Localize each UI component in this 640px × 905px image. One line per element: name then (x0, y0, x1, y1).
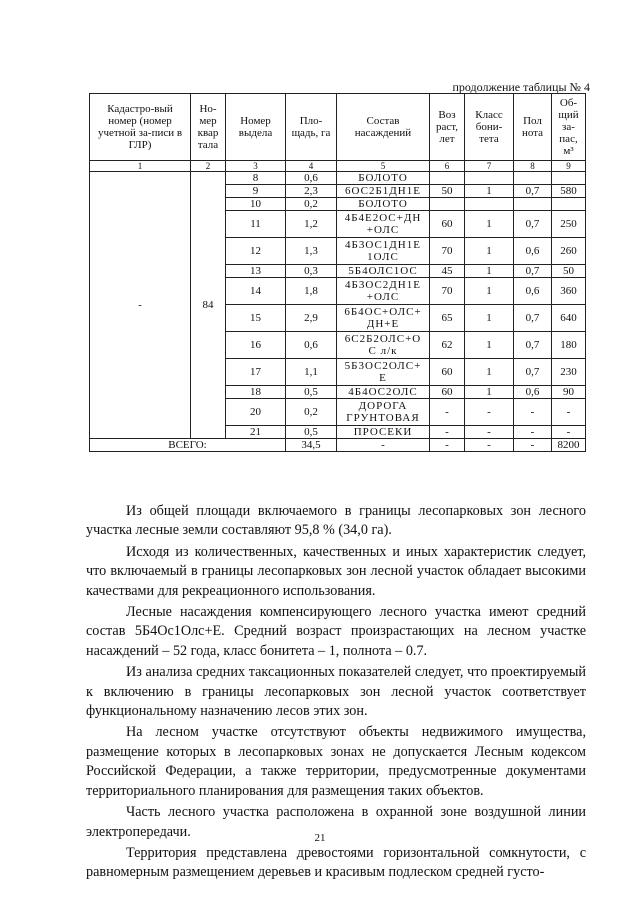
age-cell: 62 (430, 332, 465, 359)
composition-cell: 6С2Б2ОЛС+О С л/к (337, 332, 430, 359)
vydel-cell: 13 (226, 265, 286, 278)
header-cadastral: Кадастро-вый номер (номер учетной за-писи в ГЛР) (90, 94, 191, 161)
col-num: 7 (465, 161, 514, 172)
zapas-cell: 580 (552, 185, 586, 198)
header-zapas: Об-щий за-пас, м³ (552, 94, 586, 161)
bonitet-cell: 1 (465, 305, 514, 332)
zapas-cell: 50 (552, 265, 586, 278)
area-cell: 2,9 (286, 305, 337, 332)
area-cell: 1,3 (286, 238, 337, 265)
header-row (90, 94, 586, 161)
age-cell: 60 (430, 211, 465, 238)
composition-cell: 4Б4ОС2ОЛС (337, 386, 430, 399)
zapas-cell: 360 (552, 278, 586, 305)
composition-cell: 4Б3ОС1ДН1Е 1ОЛС (337, 238, 430, 265)
total-bonitet: - (465, 439, 514, 452)
header-kvartal: Но-мер квар тала (191, 94, 226, 161)
vydel-cell: 8 (226, 172, 286, 185)
vydel-cell: 14 (226, 278, 286, 305)
age-cell: 60 (430, 386, 465, 399)
age-cell (430, 172, 465, 185)
composition-cell: БОЛОТО (337, 198, 430, 211)
polnota-cell: 0,7 (514, 211, 552, 238)
polnota-cell: - (514, 426, 552, 439)
header-area: Пло-щадь, га (286, 94, 337, 161)
age-cell (430, 198, 465, 211)
paragraph: Из общей площади включаемого в границы лесопарковых зон лесного участка лесные земли составляют 95,8 % (34,0 га). (86, 503, 586, 539)
area-cell: 2,3 (286, 185, 337, 198)
area-cell: 0,5 (286, 386, 337, 399)
area-cell: 0,2 (286, 198, 337, 211)
page-number: 21 (314, 832, 326, 844)
zapas-cell: - (552, 399, 586, 426)
polnota-cell: 0,7 (514, 305, 552, 332)
vydel-cell: 21 (226, 426, 286, 439)
cadastral-cell: - (90, 172, 191, 439)
area-cell: 0,3 (286, 265, 337, 278)
area-cell: 0,6 (286, 172, 337, 185)
col-num: 9 (552, 161, 586, 172)
column-numbers-row (90, 161, 586, 172)
vydel-cell: 9 (226, 185, 286, 198)
zapas-cell (552, 198, 586, 211)
table-caption: продолжение таблицы № 4 (452, 80, 590, 94)
zapas-cell: 260 (552, 238, 586, 265)
bonitet-cell (465, 172, 514, 185)
col-num: 4 (286, 161, 337, 172)
header-age: Воз раст, лет (430, 94, 465, 161)
composition-cell: ПРОСЕКИ (337, 426, 430, 439)
bonitet-cell: - (465, 399, 514, 426)
polnota-cell: 0,6 (514, 278, 552, 305)
age-cell: 45 (430, 265, 465, 278)
vydel-cell: 10 (226, 198, 286, 211)
age-cell: 60 (430, 359, 465, 386)
bonitet-cell: 1 (465, 265, 514, 278)
total-composition: - (337, 439, 430, 452)
polnota-cell: 0,7 (514, 185, 552, 198)
area-cell: 1,8 (286, 278, 337, 305)
bonitet-cell: 1 (465, 278, 514, 305)
zapas-cell (552, 172, 586, 185)
zapas-cell: 180 (552, 332, 586, 359)
area-cell: 0,6 (286, 332, 337, 359)
area-cell: 1,2 (286, 211, 337, 238)
header-vydel: Номер выдела (226, 94, 286, 161)
header-bonitet: Класс бони-тета (465, 94, 514, 161)
polnota-cell: 0,7 (514, 359, 552, 386)
vydel-cell: 18 (226, 386, 286, 399)
paragraph: Часть лесного участка расположена в охранной зоне воздушной линии электропередачи. (86, 804, 586, 840)
composition-cell: 4Б3ОС2ДН1Е +ОЛС (337, 278, 430, 305)
composition-cell: 6Б4ОС+ОЛС+ ДН+Е (337, 305, 430, 332)
age-cell: 65 (430, 305, 465, 332)
polnota-cell: 0,6 (514, 386, 552, 399)
age-cell: 70 (430, 238, 465, 265)
composition-cell: БОЛОТО (337, 172, 430, 185)
vydel-cell: 17 (226, 359, 286, 386)
total-zapas: 8200 (552, 439, 586, 452)
table-row (90, 172, 586, 185)
header-polnota: Пол нота (514, 94, 552, 161)
paragraph: Территория представлена древостоями горизонтальной сомкнутости, с равномерным размещением деревьев и красивым подлеском средней густо- (86, 844, 586, 881)
bonitet-cell: 1 (465, 386, 514, 399)
paragraph: Из анализа средних таксационных показателей следует, что проектируемый к включению в границы лесопарковых зон лесной участок соответствует функциональному назначению лесов этих зон. (86, 664, 586, 720)
composition-cell: 5Б4ОЛС1ОС (337, 265, 430, 278)
header-composition: Состав насаждений (337, 94, 430, 161)
composition-cell: 6ОС2Б1ДН1Е (337, 185, 430, 198)
polnota-cell: 0,6 (514, 238, 552, 265)
col-num: 6 (430, 161, 465, 172)
vydel-cell: 20 (226, 399, 286, 426)
bonitet-cell: 1 (465, 185, 514, 198)
vydel-cell: 12 (226, 238, 286, 265)
zapas-cell: 230 (552, 359, 586, 386)
total-area: 34,5 (286, 439, 337, 452)
bonitet-cell: - (465, 426, 514, 439)
zapas-cell: 640 (552, 305, 586, 332)
area-cell: 0,5 (286, 426, 337, 439)
area-cell: 0,2 (286, 399, 337, 426)
zapas-cell: - (552, 426, 586, 439)
body-text (86, 502, 586, 885)
bonitet-cell: 1 (465, 332, 514, 359)
col-num: 3 (226, 161, 286, 172)
polnota-cell: 0,7 (514, 332, 552, 359)
vydel-cell: 16 (226, 332, 286, 359)
area-cell: 1,1 (286, 359, 337, 386)
polnota-cell: - (514, 399, 552, 426)
zapas-cell: 250 (552, 211, 586, 238)
total-polnota: - (514, 439, 552, 452)
bonitet-cell: 1 (465, 238, 514, 265)
total-row (90, 439, 586, 452)
composition-cell: 5Б3ОС2ОЛС+ Е (337, 359, 430, 386)
composition-cell: ДОРОГА ГРУНТОВАЯ (337, 399, 430, 426)
paragraph: Исходя из количественных, качественных и иных характеристик следует, что включаемый в границы лесопарковых зон лесной участок обладает высокими качествами для рекреационного использования. (86, 543, 586, 599)
polnota-cell (514, 172, 552, 185)
zapas-cell: 90 (552, 386, 586, 399)
col-num: 2 (191, 161, 226, 172)
vydel-cell: 15 (226, 305, 286, 332)
paragraph: Лесные насаждения компенсирующего лесного участка имеют средний состав 5Б4Ос1Олс+Е. Средний возраст произрастающих на лесном участке насаждений – 52 года, класс бонитета – 1, полнота – 0.7. (86, 604, 586, 659)
polnota-cell: 0,7 (514, 265, 552, 278)
age-cell: 50 (430, 185, 465, 198)
age-cell: - (430, 426, 465, 439)
total-age: - (430, 439, 465, 452)
age-cell: - (430, 399, 465, 426)
bonitet-cell: 1 (465, 359, 514, 386)
vydel-cell: 11 (226, 211, 286, 238)
bonitet-cell (465, 198, 514, 211)
age-cell: 70 (430, 278, 465, 305)
col-num: 1 (90, 161, 191, 172)
composition-cell: 4Б4Е2ОС+ДН +ОЛС (337, 211, 430, 238)
col-num: 5 (337, 161, 430, 172)
bonitet-cell: 1 (465, 211, 514, 238)
col-num: 8 (514, 161, 552, 172)
paragraph: На лесном участке отсутствуют объекты недвижимого имущества, размещение которых в лесопарковых зонах не допускается Лесным кодексом Российской Федерации, а также территории, предусмотренные документами территориального планирования для размещения таких объектов. (86, 724, 586, 799)
total-label: ВСЕГО: (90, 439, 286, 452)
polnota-cell (514, 198, 552, 211)
forest-table (89, 93, 586, 452)
kvartal-cell: 84 (191, 172, 226, 439)
